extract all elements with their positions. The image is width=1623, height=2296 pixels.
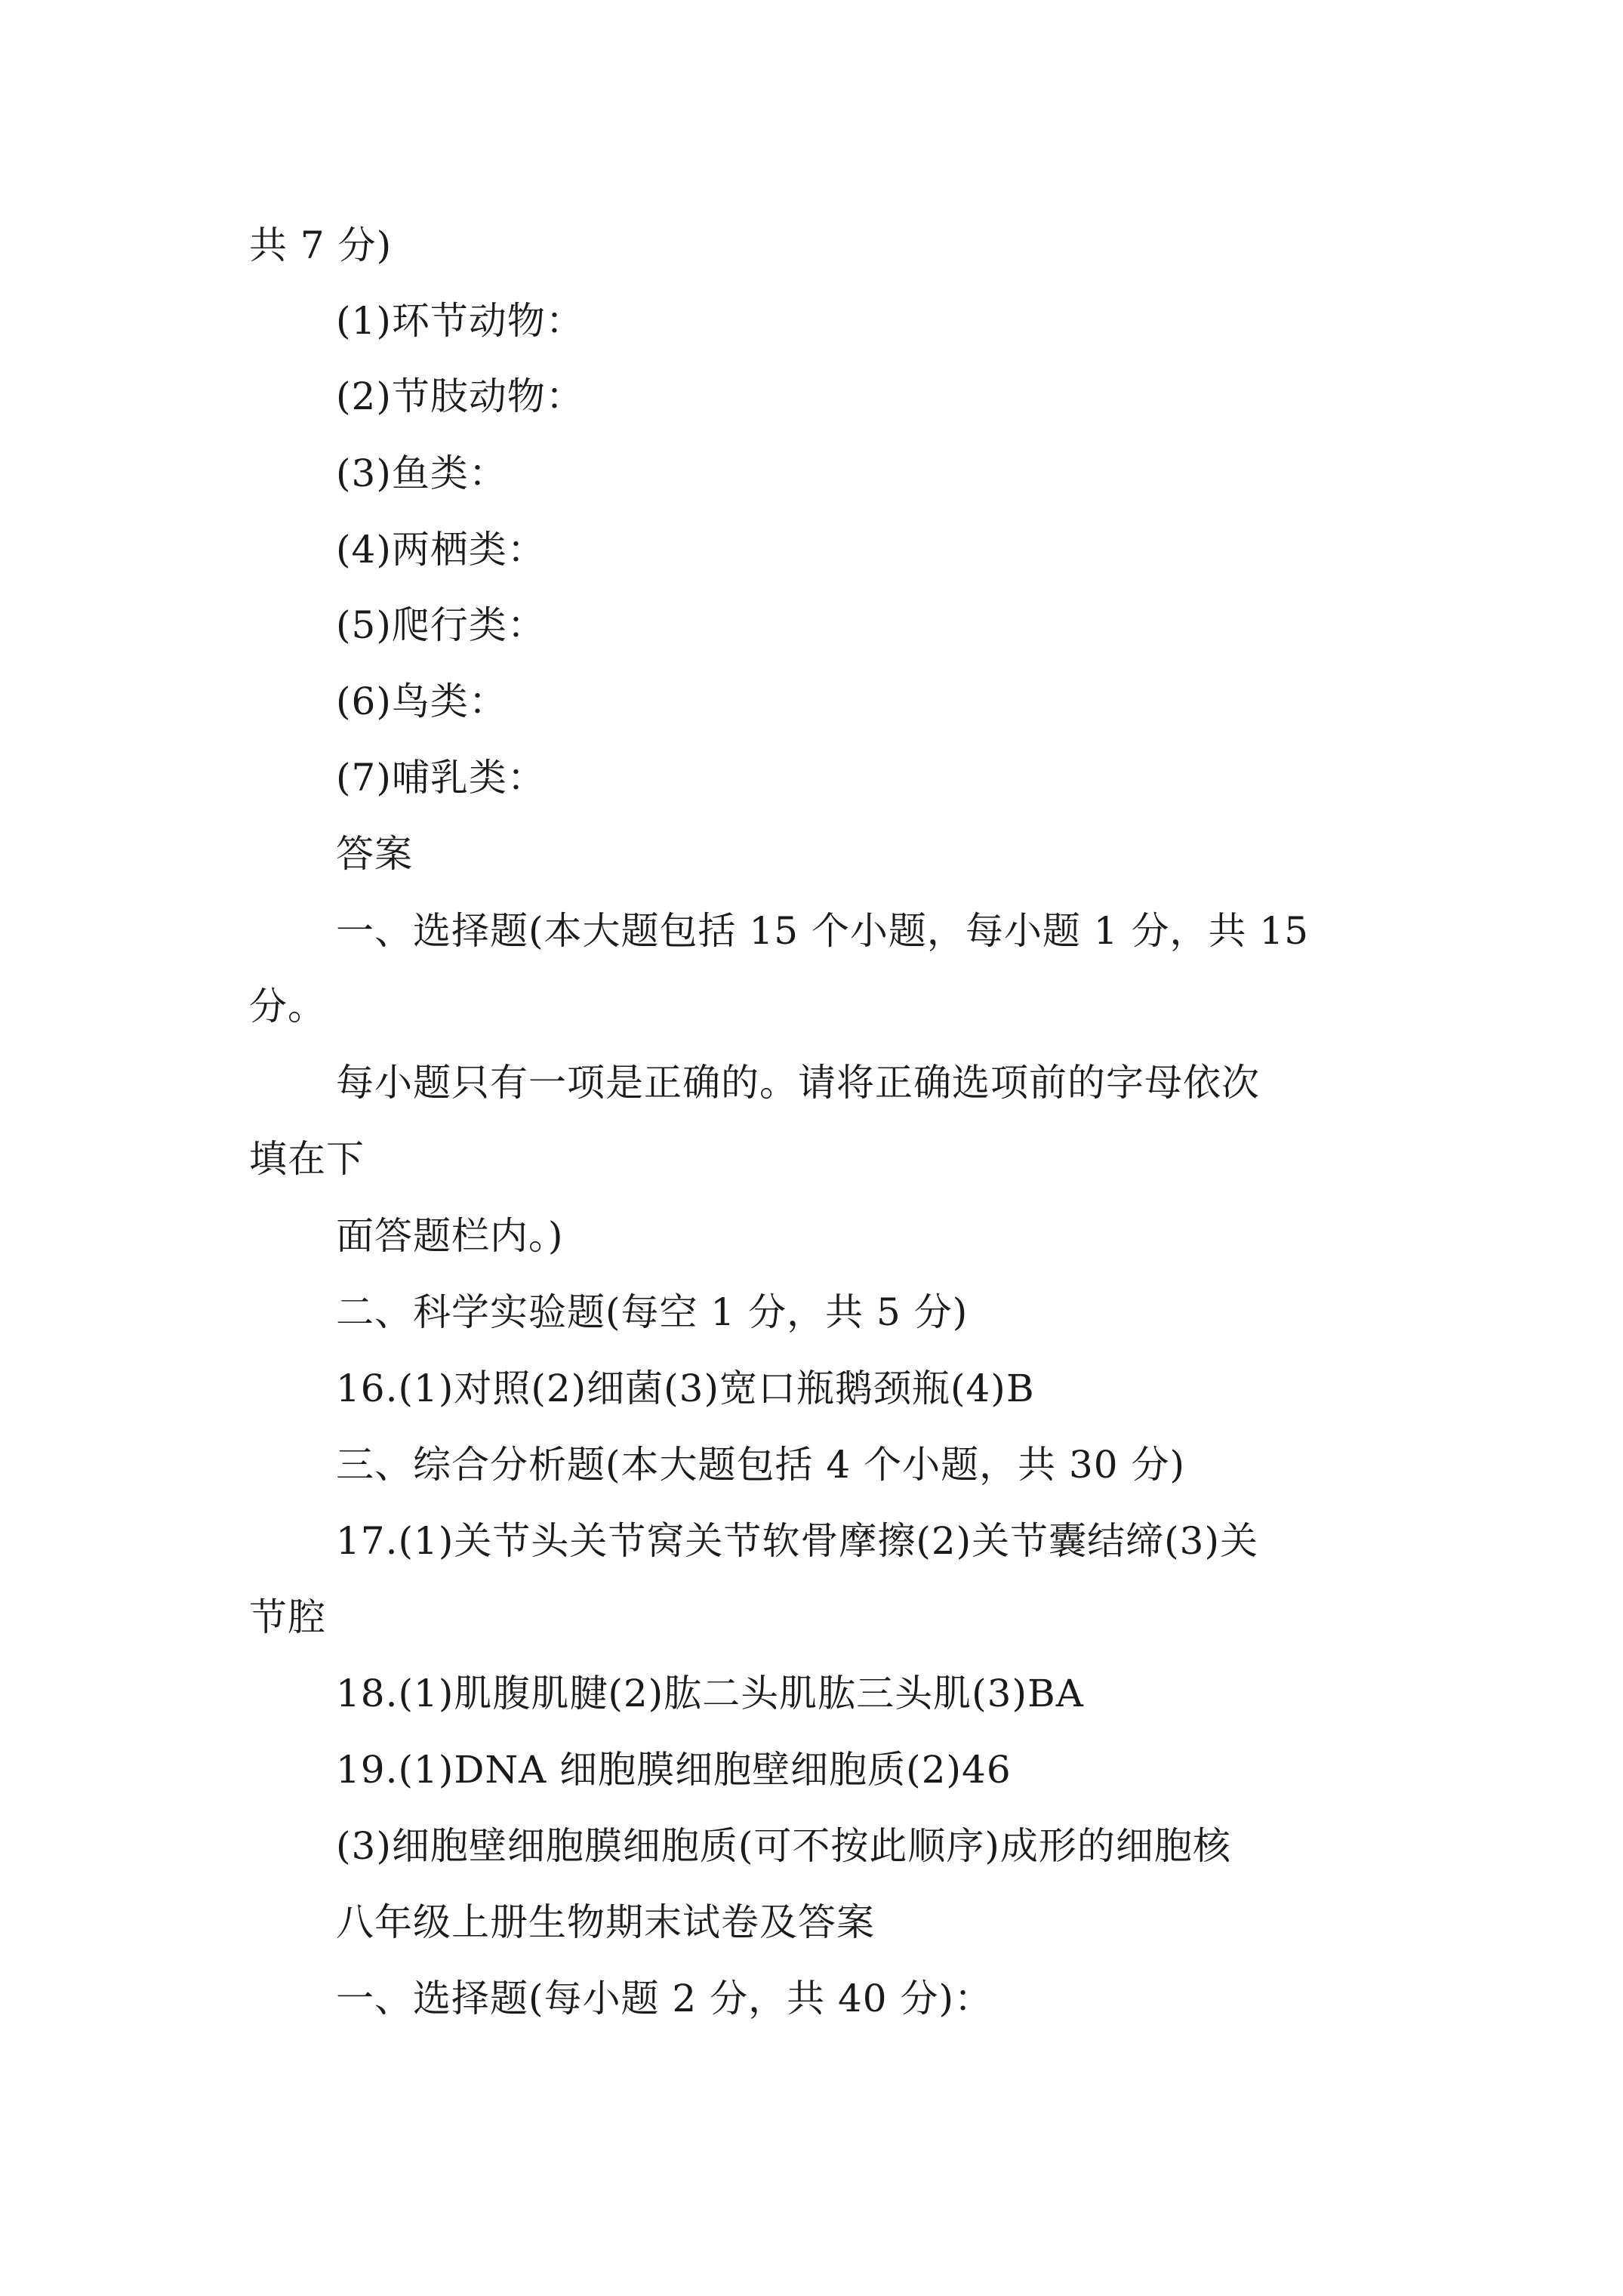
text-line-section-one: 一、选择题(本大题包括 15 个小题，每小题 1 分，共 15 — [336, 909, 1310, 953]
text-line-arthropoda: (2)节肢动物： — [336, 374, 584, 418]
text-line-new-exam-title: 八年级上册生物期末试卷及答案 — [336, 1900, 875, 1944]
text-line-amphibians: (4)两栖类： — [336, 528, 546, 572]
text-line-instruction-cont: 填在下 — [249, 1137, 365, 1181]
text-line-mammals: (7)哺乳类： — [336, 756, 546, 800]
text-line-new-section-one: 一、选择题(每小题 2 分，共 40 分)： — [336, 1977, 993, 2020]
text-line-section-two: 二、科学实验题(每空 1 分，共 5 分) — [336, 1290, 969, 1334]
text-line-fish: (3)鱼类： — [336, 451, 507, 495]
text-line-answer-17: 17.(1)关节头关节窝关节软骨摩擦(2)关节囊结缔(3)关 — [336, 1519, 1258, 1563]
text-line-reptiles: (5)爬行类： — [336, 603, 546, 647]
text-line-birds: (6)鸟类： — [336, 680, 507, 723]
text-line-answer-19-part3: (3)细胞壁细胞膜细胞质(可不按此顺序)成形的细胞核 — [336, 1824, 1231, 1868]
text-line-answer-18: 18.(1)肌腹肌腱(2)肱二头肌肱三头肌(3)BA — [336, 1672, 1084, 1715]
text-line-answer-16: 16.(1)对照(2)细菌(3)宽口瓶鹅颈瓶(4)B — [336, 1367, 1035, 1410]
text-line-section-one-cont: 分。 — [249, 985, 326, 1028]
text-line-score-continuation: 共 7 分) — [249, 223, 393, 267]
text-line-section-three: 三、综合分析题(本大题包括 4 个小题，共 30 分) — [336, 1443, 1186, 1487]
heading-answers: 答案 — [336, 832, 413, 876]
text-line-annelida: (1)环节动物： — [336, 299, 584, 343]
text-line-instruction: 每小题只有一项是正确的。请将正确选项前的字母依次 — [336, 1061, 1260, 1105]
text-line-instruction-end: 面答题栏内。) — [336, 1214, 564, 1258]
text-line-answer-19: 19.(1)DNA 细胞膜细胞壁细胞质(2)46 — [336, 1748, 1012, 1792]
text-line-answer-17-cont: 节腔 — [249, 1595, 326, 1639]
